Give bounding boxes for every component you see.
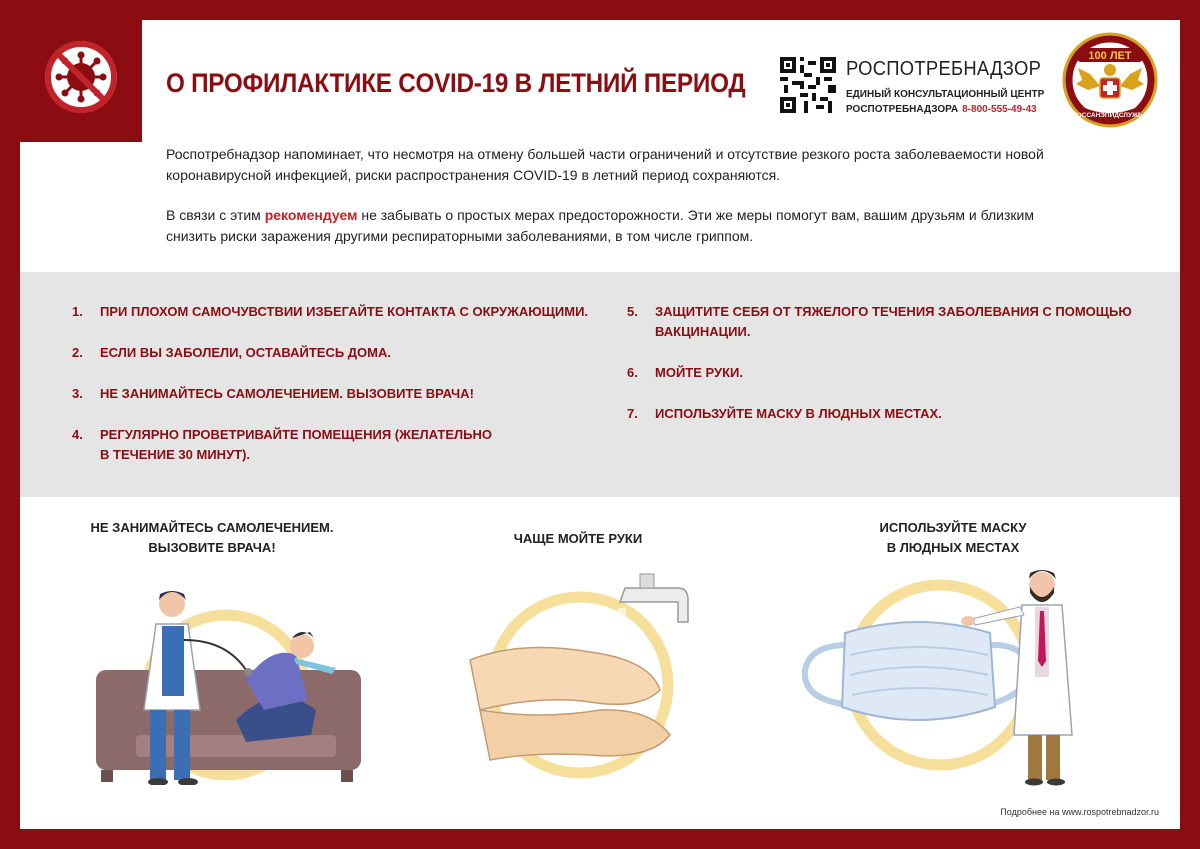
rule-text: МОЙТЕ РУКИ. [655, 365, 743, 380]
rules-list-left [72, 302, 612, 486]
mask-illustration [790, 555, 1110, 790]
hand-upper [470, 648, 660, 711]
rules-list-right [627, 302, 1147, 445]
intro-highlight: рекомендуем [264, 207, 358, 223]
rule-number: 6. [627, 365, 638, 380]
rule-number: 2. [72, 345, 83, 360]
hand-washing-illustration [450, 560, 710, 785]
consult-center-label: ЕДИНЫЙ КОНСУЛЬТАЦИОННЫЙ ЦЕНТР [846, 89, 1045, 100]
rules-band [20, 272, 1180, 497]
hotline-phone: 8-800-555-49-43 [962, 104, 1037, 115]
rule-text: НЕ ЗАНИМАЙТЕСЬ САМОЛЕЧЕНИЕМ. ВЫЗОВИТЕ ВРАЧА! [100, 386, 474, 401]
intro-p2-end: не забывать о простых мерах предосторожности. Эти же меры помогут вам, вашим друзьям и близким снизить риски заражения другими респираторными заболеваниями, в том числе гриппом. [166, 207, 1034, 244]
caption-mask-line1: ИСПОЛЬЗУЙТЕ МАСКУ [879, 520, 1027, 535]
caption-hands: ЧАЩЕ МОЙТЕ РУКИ [513, 531, 643, 546]
rule-item [72, 425, 502, 465]
caption-mask-line2: В ЛЮДНЫХ МЕСТАХ [886, 540, 1020, 555]
caption-doctor-line2: ВЫЗОВИТЕ ВРАЧА! [148, 540, 276, 555]
brand-name: РОСПОТРЕБНАДЗОР [846, 58, 1042, 80]
no-virus-logo [20, 20, 142, 142]
rule-item [627, 404, 1147, 424]
rule-text: ЕСЛИ ВЫ ЗАБОЛЕЛИ, ОСТАВАЙТЕСЬ ДОМА. [100, 345, 392, 360]
rule-item [72, 302, 612, 322]
emblem-bottom-text: ГОССАНЭПИДСЛУЖБА [1073, 112, 1147, 119]
intro-p2-start: В связи с этим [166, 207, 265, 223]
rule-text: ПРИ ПЛОХОМ САМОЧУВСТВИИ ИЗБЕГАЙТЕ КОНТАКТА С ОКРУЖАЮЩИМИ. [100, 304, 589, 319]
qr-code-icon [780, 57, 836, 113]
footer-link: Подробнее на www.rospotrebnadzor.ru [1000, 807, 1159, 817]
emblem-top-text: 100 ЛЕТ [1088, 50, 1132, 62]
caption-mask [858, 518, 1048, 558]
rule-number: 4. [72, 427, 83, 442]
hand-lower [480, 710, 670, 760]
caption-doctor-line1: НЕ ЗАНИМАЙТЕСЬ САМОЛЕЧЕНИЕМ. [90, 520, 334, 535]
rule-text: ЗАЩИТИТЕ СЕБЯ ОТ ТЯЖЕЛОГО ТЕЧЕНИЯ ЗАБОЛЕВАНИЯ С ПОМОЩЬЮ ВАКЦИНАЦИИ. [655, 304, 1132, 339]
rule-text: ИСПОЛЬЗУЙТЕ МАСКУ В ЛЮДНЫХ МЕСТАХ. [655, 406, 942, 421]
poster [20, 20, 1180, 829]
rule-item [627, 302, 1147, 342]
intro-paragraph-2 [166, 205, 1046, 247]
consult-org: РОСПОТРЕБНАДЗОРА [846, 104, 959, 115]
consult-center-line2 [846, 104, 1037, 115]
caption-doctor [82, 518, 342, 558]
rule-number: 7. [627, 406, 638, 421]
rule-number: 1. [72, 304, 83, 319]
rule-item [72, 384, 612, 404]
rule-item [627, 363, 1147, 383]
intro-paragraph-1: Роспотребнадзор напоминает, что несмотря на отмену большей части ограничений и отсутствие резкого роста заболеваемости новой коронавирусной инфекцией, риски распространения COVID-19 в летний период сохраняются. [166, 146, 1044, 183]
anniversary-emblem-icon [1060, 28, 1160, 128]
patient-head [290, 634, 314, 658]
rule-number: 5. [627, 304, 638, 319]
no-virus-icon [40, 36, 122, 118]
page-title: О ПРОФИЛАКТИКЕ COVID-19 В ЛЕТНИЙ ПЕРИОД [166, 68, 746, 98]
rule-text: РЕГУЛЯРНО ПРОВЕТРИВАЙТЕ ПОМЕЩЕНИЯ (ЖЕЛАТЕЛЬНО В ТЕЧЕНИЕ 30 МИНУТ). [100, 427, 492, 462]
rule-number: 3. [72, 386, 83, 401]
rule-item [72, 343, 612, 363]
intro-text [166, 144, 1046, 266]
doctor-visit-illustration [96, 560, 366, 785]
